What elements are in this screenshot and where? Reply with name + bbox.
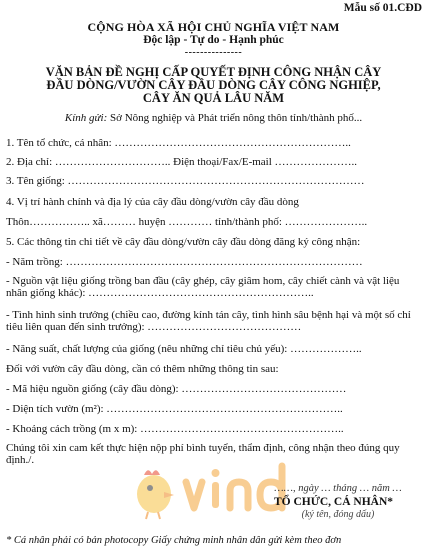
form-number: Mẫu số 01.CĐD xyxy=(343,2,422,14)
field-source-material: - Nguồn vật liệu giống trồng ban đầu (cây ghép, cây giâm hom, cây chiết cành và vật liệu nhân giống khác): …………………………………………………….. xyxy=(6,275,400,299)
national-title: CỘNG HÒA XÃ HỘI CHỦ NGHĨA VIỆT NAM xyxy=(87,20,340,34)
field-yield-quality: - Năng suất, chất lượng của giống (nêu những chỉ tiêu chủ yếu): ……………….. xyxy=(6,343,362,355)
header-separator: --------------- xyxy=(184,47,243,58)
field-garden-area: - Diện tích vườn (m²): ……………………………………………………….. xyxy=(6,403,343,415)
signature-note: (ký tên, đóng dấu) xyxy=(301,509,375,520)
field-address: 2. Địa chỉ: ………………………….. Điện thoại/Fax/E-mail ………………….. xyxy=(6,156,358,168)
commitment-statement: Chúng tôi xin cam kết thực hiện nộp phí bình tuyển, thẩm định, công nhận theo đúng quy định./. xyxy=(6,442,400,466)
field-planting-spacing: - Khoảng cách trồng (m x m): ……………………………………………….. xyxy=(6,423,344,435)
recipient-line xyxy=(0,112,427,124)
signature-date: ……, ngày … tháng … năm … xyxy=(274,483,402,494)
field-growth-status: - Tình hình sinh trưởng (chiều cao, đường kính tán cây, tình hình sâu bệnh hại và một số chỉ tiêu liên quan đến sinh trưởng): …………………………………… xyxy=(6,309,411,333)
field-location-detail: Thôn…………….. xã……… huyện ………… tỉnh/thành phố: ………………….. xyxy=(6,216,368,228)
field-garden-extra-heading: Đối với vườn cây đầu dòng, cần có thêm những thông tin sau: xyxy=(6,363,279,375)
field-details-heading: 5. Các thông tin chi tiết về cây đầu dòng/vườn cây đầu dòng đăng ký công nhận: xyxy=(6,236,361,248)
recipient-label: Kính gửi: xyxy=(64,112,108,124)
footnote: * Cá nhân phải có bản photocopy Giấy chứng minh nhân dân gửi kèm theo đơn xyxy=(6,535,342,546)
field-location-heading: 4. Vị trí hành chính và địa lý của cây đầu dòng/vườn cây đầu dòng xyxy=(6,196,299,208)
recipient-value: Sở Nông nghiệp và Phát triển nông thôn tỉnh/thành phố... xyxy=(110,112,363,124)
field-variety-name: 3. Tên giống: ……………………………………………………………………… xyxy=(6,175,365,187)
field-source-code: - Mã hiệu nguồn giống (cây đầu dòng): ……………………………………… xyxy=(6,383,347,395)
national-motto: Độc lập - Tự do - Hạnh phúc xyxy=(143,34,284,46)
field-organization-name: 1. Tên tổ chức, cá nhân: ……………………………………………………….. xyxy=(6,137,351,149)
document-title: VĂN BẢN ĐỀ NGHỊ CẤP QUYẾT ĐỊNH CÔNG NHẬN CÂY ĐẦU DÒNG/VƯỜN CÂY ĐẦU DÒNG CÂY CÔNG NGHIỆP, CÂY ĂN QUẢ LÂU NĂM xyxy=(45,65,382,105)
field-planting-year: - Năm trồng: ……………………………………………………………………… xyxy=(6,256,363,268)
signature-title: TỔ CHỨC, CÁ NHÂN* xyxy=(273,496,394,508)
